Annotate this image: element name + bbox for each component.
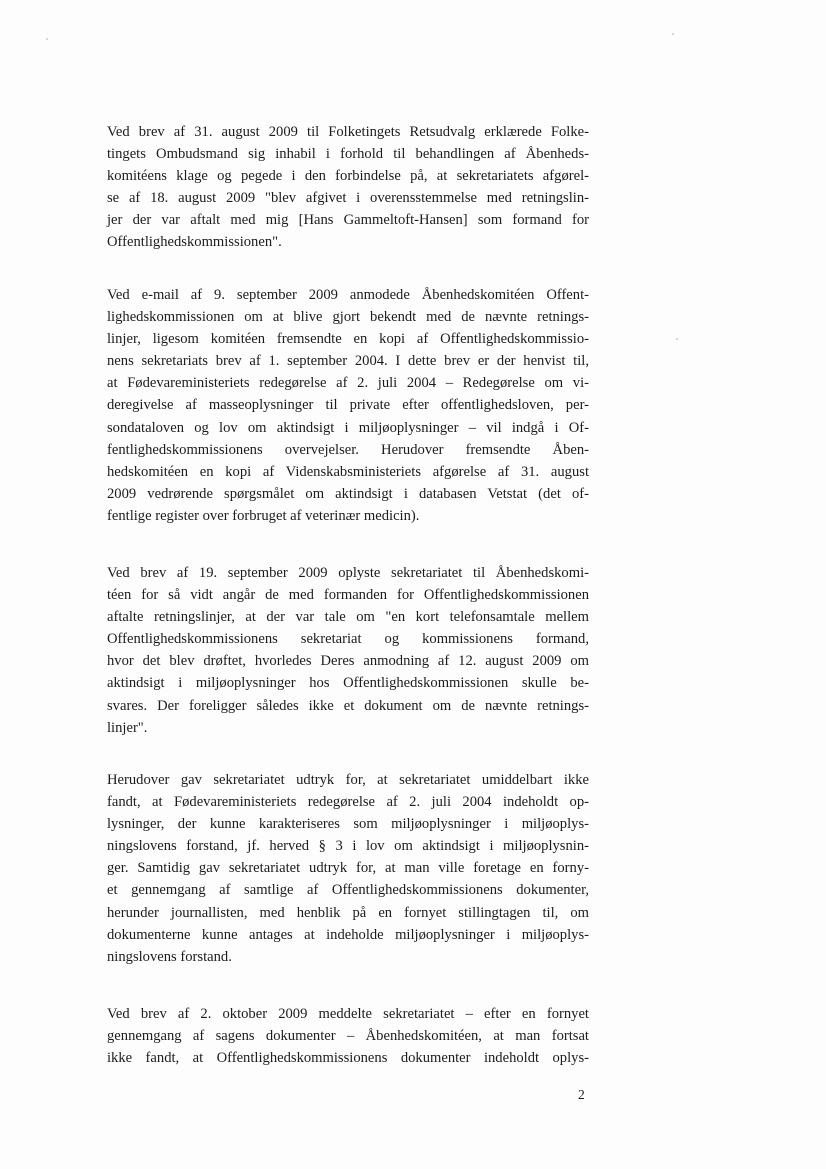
text-line: et gennemgang af samtlige af Offentlighedskommissionens dokumenter, — [107, 882, 589, 899]
scan-speck — [676, 338, 678, 340]
paragraph-2 — [107, 284, 589, 527]
text-line: Ved brev af 2. oktober 2009 meddelte sekretariatet – efter en fornyet — [107, 1006, 589, 1022]
paragraph-1 — [107, 121, 589, 254]
text-line: Ved brev af 19. september 2009 oplyste sekretariatet til Åbenhedskomi- — [107, 565, 589, 581]
text-line: dokumenterne kunne antages at indeholde miljøoplysninger i miljøoplys- — [107, 926, 589, 943]
text-line: Ved brev af 31. august 2009 til Folketingets Retsudvalg erklærede Folke- — [107, 124, 589, 140]
text-line: Offentlighedskommissionens sekretariat og kommissionens formand, — [107, 631, 589, 648]
text-line: fandt, at Fødevareministeriets redegørelse af 2. juli 2004 indeholdt op- — [107, 794, 589, 811]
text-line: fentlige register over forbruget af veterinær medicin). — [107, 507, 420, 524]
text-line: ikke fandt, at Offentlighedskommissionens dokumenter indeholdt oplys- — [107, 1050, 589, 1067]
text-line: lighedskommissionen om at blive gjort bekendt med de nævnte retnings- — [107, 309, 589, 326]
text-line: nens sekretariats brev af 1. september 2004. I dette brev er der henvist til, — [107, 353, 589, 370]
text-line: linjer". — [107, 719, 148, 736]
text-line: deregivelse af masseoplysninger til private efter offentlighedsloven, per- — [107, 397, 589, 414]
text-line: ger. Samtidig gav sekretariatet udtryk for, at man ville foretage en forny- — [107, 860, 589, 877]
scan-speck — [672, 33, 674, 35]
text-line: téen for så vidt angår de med formanden for Offentlighedskommissionen — [107, 587, 589, 604]
paragraph-5 — [107, 1003, 589, 1069]
text-line: sondataloven og lov om aktindsigt i miljøoplysninger – vil indgå i Of- — [107, 419, 589, 436]
paragraph-4 — [107, 769, 589, 968]
text-line: ningslovens forstand, jf. herved § 3 i lov om aktindsigt i miljøoplysnin- — [107, 838, 589, 855]
text-line: aktindsigt i miljøoplysninger hos Offentlighedskommissionen skulle be- — [107, 675, 589, 692]
text-line: svares. Der foreligger således ikke et dokument om de nævnte retnings- — [107, 697, 589, 714]
text-line: Offentlighedskommissionen". — [107, 234, 282, 251]
scan-speck — [46, 38, 48, 40]
text-line: herunder journallisten, med henblik på en fornyet stillingtagen til, om — [107, 904, 589, 921]
text-line: lysninger, der kunne karakteriseres som miljøoplysninger i miljøoplys- — [107, 816, 589, 833]
text-line: hedskomitéen en kopi af Videnskabsministeriets afgørelse af 31. august — [107, 463, 589, 480]
text-line: Ved e-mail af 9. september 2009 anmodede Åbenhedskomitéen Offent- — [107, 287, 589, 303]
text-line: tingets Ombudsmand sig inhabil i forhold til behandlingen af Åbenheds- — [107, 146, 589, 163]
text-line: Herudover gav sekretariatet udtryk for, at sekretariatet umiddelbart ikke — [107, 772, 589, 788]
text-line: at Fødevareministeriets redegørelse af 2. juli 2004 – Redegørelse om vi- — [107, 375, 589, 392]
text-line: gennemgang af sagens dokumenter – Åbenhedskomitéen, at man fortsat — [107, 1028, 589, 1045]
text-line: aftalte retningslinjer, at der var tale om "en kort telefonsamtale mellem — [107, 609, 589, 626]
text-line: linjer, ligesom komitéen fremsendte en kopi af Offentlighedskommissio- — [107, 331, 589, 348]
paragraph-3 — [107, 562, 589, 739]
text-line: fentlighedskommissionens overvejelser. Herudover fremsendte Åben- — [107, 441, 589, 458]
text-line: hvor det blev drøftet, hvorledes Deres anmodning af 12. august 2009 om — [107, 653, 589, 670]
text-line: komitéens klage og pegede i den forbindelse på, at sekretariatets afgørel- — [107, 168, 589, 185]
text-line: ningslovens forstand. — [107, 948, 232, 965]
text-line: se af 18. august 2009 "blev afgivet i overensstemmelse med retningslin- — [107, 190, 589, 207]
text-line: jer der var aftalt med mig [Hans Gammeltoft-Hansen] som formand for — [107, 212, 589, 229]
text-line: 2009 vedrørende spørgsmålet om aktindsigt i databasen Vetstat (det of- — [107, 485, 589, 502]
page-number: 2 — [578, 1087, 585, 1102]
